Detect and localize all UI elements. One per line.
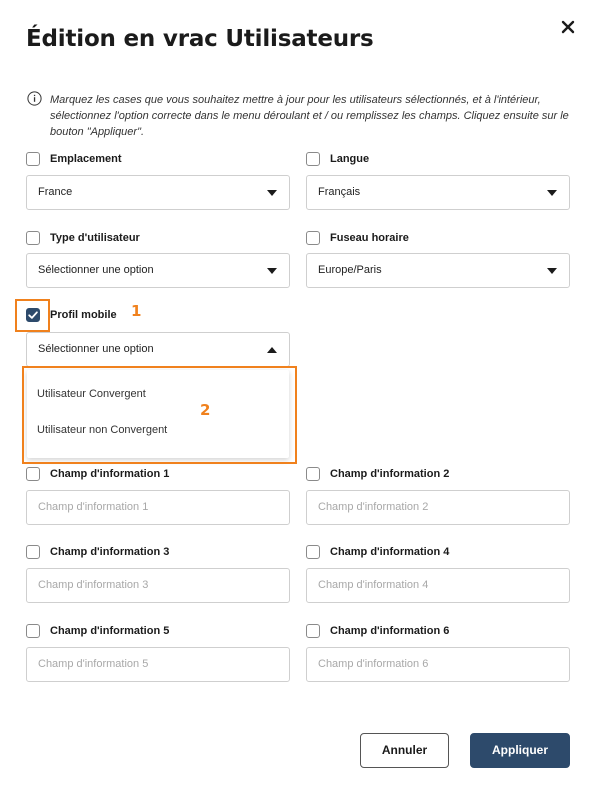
langue-row [306,152,369,166]
info2-checkbox[interactable] [306,467,320,481]
info1-input[interactable]: Champ d'information 1 [26,490,290,525]
langue-select[interactable] [306,175,570,210]
caret-down-icon [547,190,557,196]
annotation-number-1: 1 [131,302,142,320]
option-utilisateur-convergent[interactable]: Utilisateur Convergent [37,388,146,400]
info3-input[interactable]: Champ d'information 3 [26,568,290,603]
profil-mobile-label: Profil mobile [50,309,117,321]
fuseau-horaire-row [306,231,409,245]
caret-down-icon [547,268,557,274]
emplacement-select[interactable] [26,175,290,210]
fuseau-horaire-value: Europe/Paris [318,264,382,276]
dialog-title: Édition en vrac Utilisateurs [26,26,374,52]
type-utilisateur-value: Sélectionner une option [38,264,154,276]
info5-label: Champ d'information 5 [50,625,170,637]
instructions-text: Marquez les cases que vous souhaitez mettre à jour pour les utilisateurs sélectionnés, et à l'intérieur, sélectionnez l'option correcte dans le menu déroulant et / ou remplissez les champs. Cliquez ensuite sur le bouton "Appliquer". [50,94,569,138]
annotation-number-2: 2 [200,401,211,419]
type-utilisateur-checkbox[interactable] [26,231,40,245]
caret-down-icon [267,190,277,196]
info4-checkbox[interactable] [306,545,320,559]
info1-checkbox[interactable] [26,467,40,481]
langue-label: Langue [330,153,370,165]
emplacement-label: Emplacement [50,153,122,165]
profil-mobile-row [26,308,117,322]
fuseau-horaire-label: Fuseau horaire [330,232,409,244]
info1-label: Champ d'information 1 [50,468,170,480]
type-utilisateur-label: Type d'utilisateur [50,232,140,244]
info2-input[interactable]: Champ d'information 2 [306,490,570,525]
close-icon[interactable] [557,16,579,38]
checkmark-icon [26,308,40,322]
info5-row [26,624,169,638]
langue-value: Français [318,186,361,198]
fuseau-horaire-select[interactable] [306,253,570,288]
profil-mobile-checkbox[interactable] [26,308,40,322]
type-utilisateur-row [26,231,140,245]
apply-button[interactable]: Appliquer [470,733,570,768]
caret-up-icon [267,347,277,353]
info6-checkbox[interactable] [306,624,320,638]
info6-label: Champ d'information 6 [330,625,450,637]
info2-row [306,467,449,481]
info4-label: Champ d'information 4 [330,546,450,558]
info1-row [26,467,169,481]
option-utilisateur-non-convergent[interactable]: Utilisateur non Convergent [37,424,168,436]
caret-down-icon [267,268,277,274]
info5-checkbox[interactable] [26,624,40,638]
info5-input[interactable]: Champ d'information 5 [26,647,290,682]
fuseau-horaire-checkbox[interactable] [306,231,320,245]
info-icon [27,91,42,106]
info6-input[interactable]: Champ d'information 6 [306,647,570,682]
info3-checkbox[interactable] [26,545,40,559]
langue-checkbox[interactable] [306,152,320,166]
info4-input[interactable]: Champ d'information 4 [306,568,570,603]
profil-mobile-value: Sélectionner une option [38,343,154,355]
annotation-box-2 [22,366,297,464]
info6-row [306,624,449,638]
emplacement-value: France [38,186,73,198]
type-utilisateur-select[interactable] [26,253,290,288]
info2-label: Champ d'information 2 [330,468,450,480]
info3-row [26,545,169,559]
emplacement-row [26,152,122,166]
cancel-button[interactable]: Annuler [360,733,449,768]
emplacement-checkbox[interactable] [26,152,40,166]
profil-mobile-select[interactable] [26,332,290,367]
info3-label: Champ d'information 3 [50,546,170,558]
info4-row [306,545,449,559]
